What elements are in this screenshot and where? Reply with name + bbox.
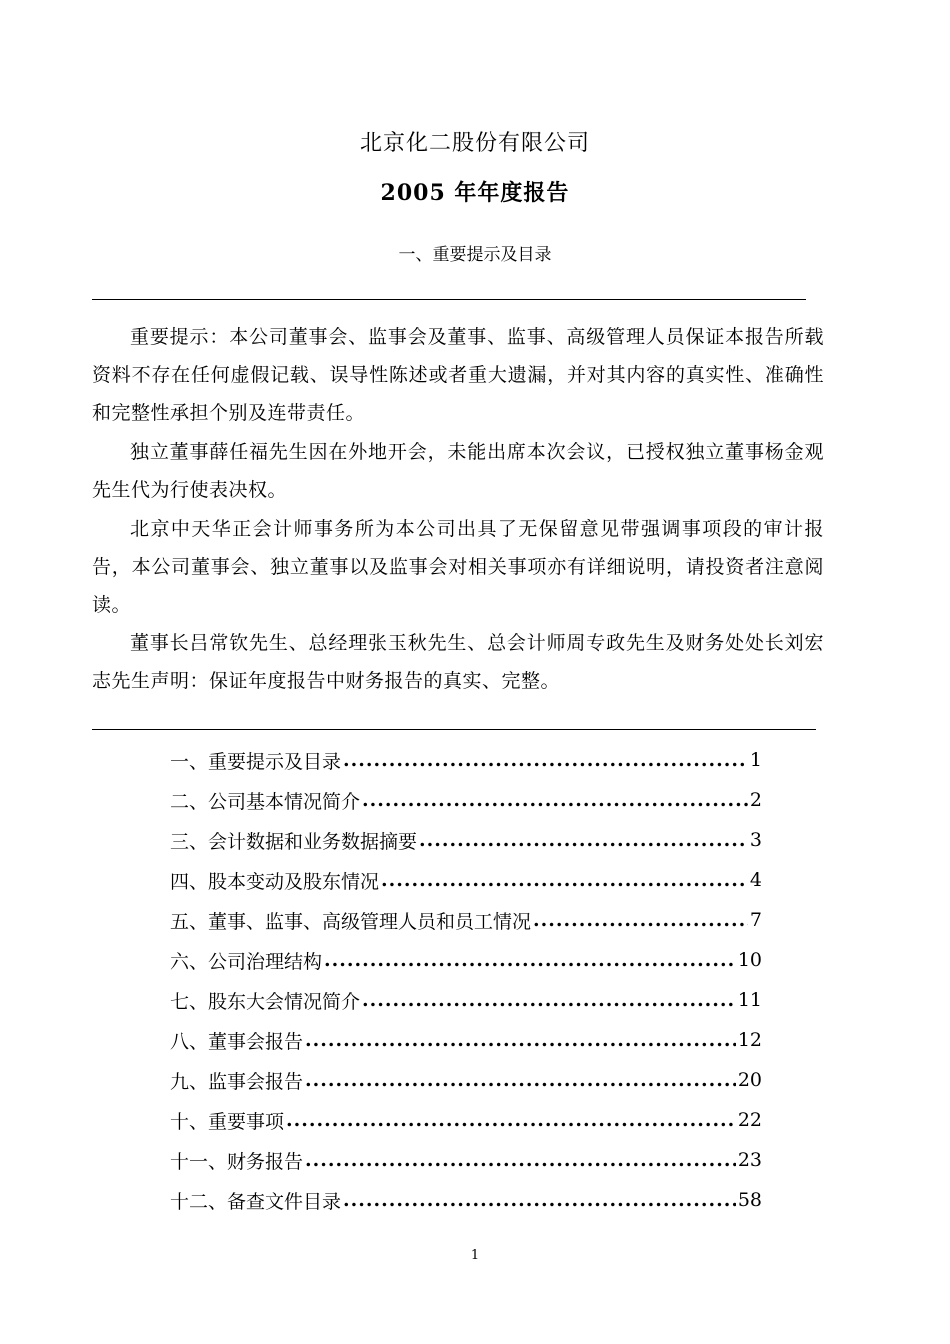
toc-entry-7[interactable] [170, 980, 762, 1020]
toc-leader [533, 909, 748, 931]
toc-leader [343, 749, 748, 771]
toc-leader [381, 869, 748, 891]
toc-leader [324, 949, 736, 971]
toc-page-number: 12 [737, 1029, 762, 1051]
table-of-contents [170, 740, 762, 1220]
top-divider [92, 299, 806, 300]
toc-leader [362, 989, 736, 1011]
toc-page-number: 11 [737, 989, 762, 1011]
toc-label: 二、公司基本情况简介 [170, 790, 361, 813]
toc-entry-12[interactable] [170, 1180, 762, 1220]
audit-opinion-paragraph: 北京中天华正会计师事务所为本公司出具了无保留意见带强调事项段的审计报告，本公司董事会、独立董事以及监事会对相关事项亦有详细说明，请投资者注意阅读。 [92, 518, 824, 616]
company-title: 北京化二股份有限公司 [359, 131, 590, 156]
toc-label: 五、董事、监事、高级管理人员和员工情况 [170, 910, 532, 933]
toc-entry-8[interactable] [170, 1020, 762, 1060]
toc-page-number: 7 [749, 909, 762, 931]
toc-entry-4[interactable] [170, 860, 762, 900]
toc-leader [305, 1069, 736, 1091]
important-notice-paragraph: 重要提示：本公司董事会、监事会及董事、监事、高级管理人员保证本报告所载资料不存在任何虚假记载、误导性陈述或者重大遗漏，并对其内容的真实性、准确性和完整性承担个别及连带责任。 [92, 326, 824, 424]
toc-entry-3[interactable] [170, 820, 762, 860]
toc-page-number: 10 [737, 949, 762, 971]
toc-label: 四、股本变动及股东情况 [170, 870, 380, 893]
toc-page-number: 58 [737, 1189, 762, 1211]
report-title: 2005 年年度报告 [380, 180, 570, 206]
toc-entry-10[interactable] [170, 1100, 762, 1140]
section-heading: 一、重要提示及目录 [398, 245, 552, 265]
toc-label: 九、监事会报告 [170, 1070, 304, 1093]
toc-label: 六、公司治理结构 [170, 950, 323, 973]
toc-entry-11[interactable] [170, 1140, 762, 1180]
toc-leader [286, 1109, 736, 1131]
toc-entry-9[interactable] [170, 1060, 762, 1100]
toc-page-number: 20 [737, 1069, 762, 1091]
toc-leader [305, 1149, 736, 1171]
toc-label: 十一、财务报告 [170, 1150, 304, 1173]
toc-entry-2[interactable] [170, 780, 762, 820]
toc-label: 十二、备查文件目录 [170, 1190, 342, 1213]
toc-label: 八、董事会报告 [170, 1030, 304, 1053]
toc-leader [419, 829, 748, 851]
toc-page-number: 1 [749, 749, 762, 771]
toc-label: 三、会计数据和业务数据摘要 [170, 830, 418, 853]
management-statement-paragraph: 董事长吕常钦先生、总经理张玉秋先生、总会计师周专政先生及财务处处长刘宏志先生声明：保证年度报告中财务报告的真实、完整。 [92, 632, 824, 692]
toc-leader [305, 1029, 736, 1051]
independent-director-paragraph: 独立董事薛任福先生因在外地开会，未能出席本次会议，已授权独立董事杨金观先生代为行使表决权。 [92, 441, 824, 501]
toc-label: 一、重要提示及目录 [170, 750, 342, 773]
toc-label: 十、重要事项 [170, 1110, 285, 1133]
toc-leader [362, 789, 748, 811]
toc-entry-1[interactable] [170, 740, 762, 780]
toc-page-number: 23 [737, 1149, 762, 1171]
toc-page-number: 2 [749, 789, 762, 811]
page-number: 1 [470, 1248, 480, 1263]
toc-page-number: 3 [749, 829, 762, 851]
toc-page-number: 22 [737, 1109, 762, 1131]
toc-leader [343, 1189, 736, 1211]
toc-label: 七、股东大会情况简介 [170, 990, 361, 1013]
toc-entry-6[interactable] [170, 940, 762, 980]
toc-entry-5[interactable] [170, 900, 762, 940]
toc-page-number: 4 [749, 869, 762, 891]
bottom-divider [92, 729, 816, 730]
